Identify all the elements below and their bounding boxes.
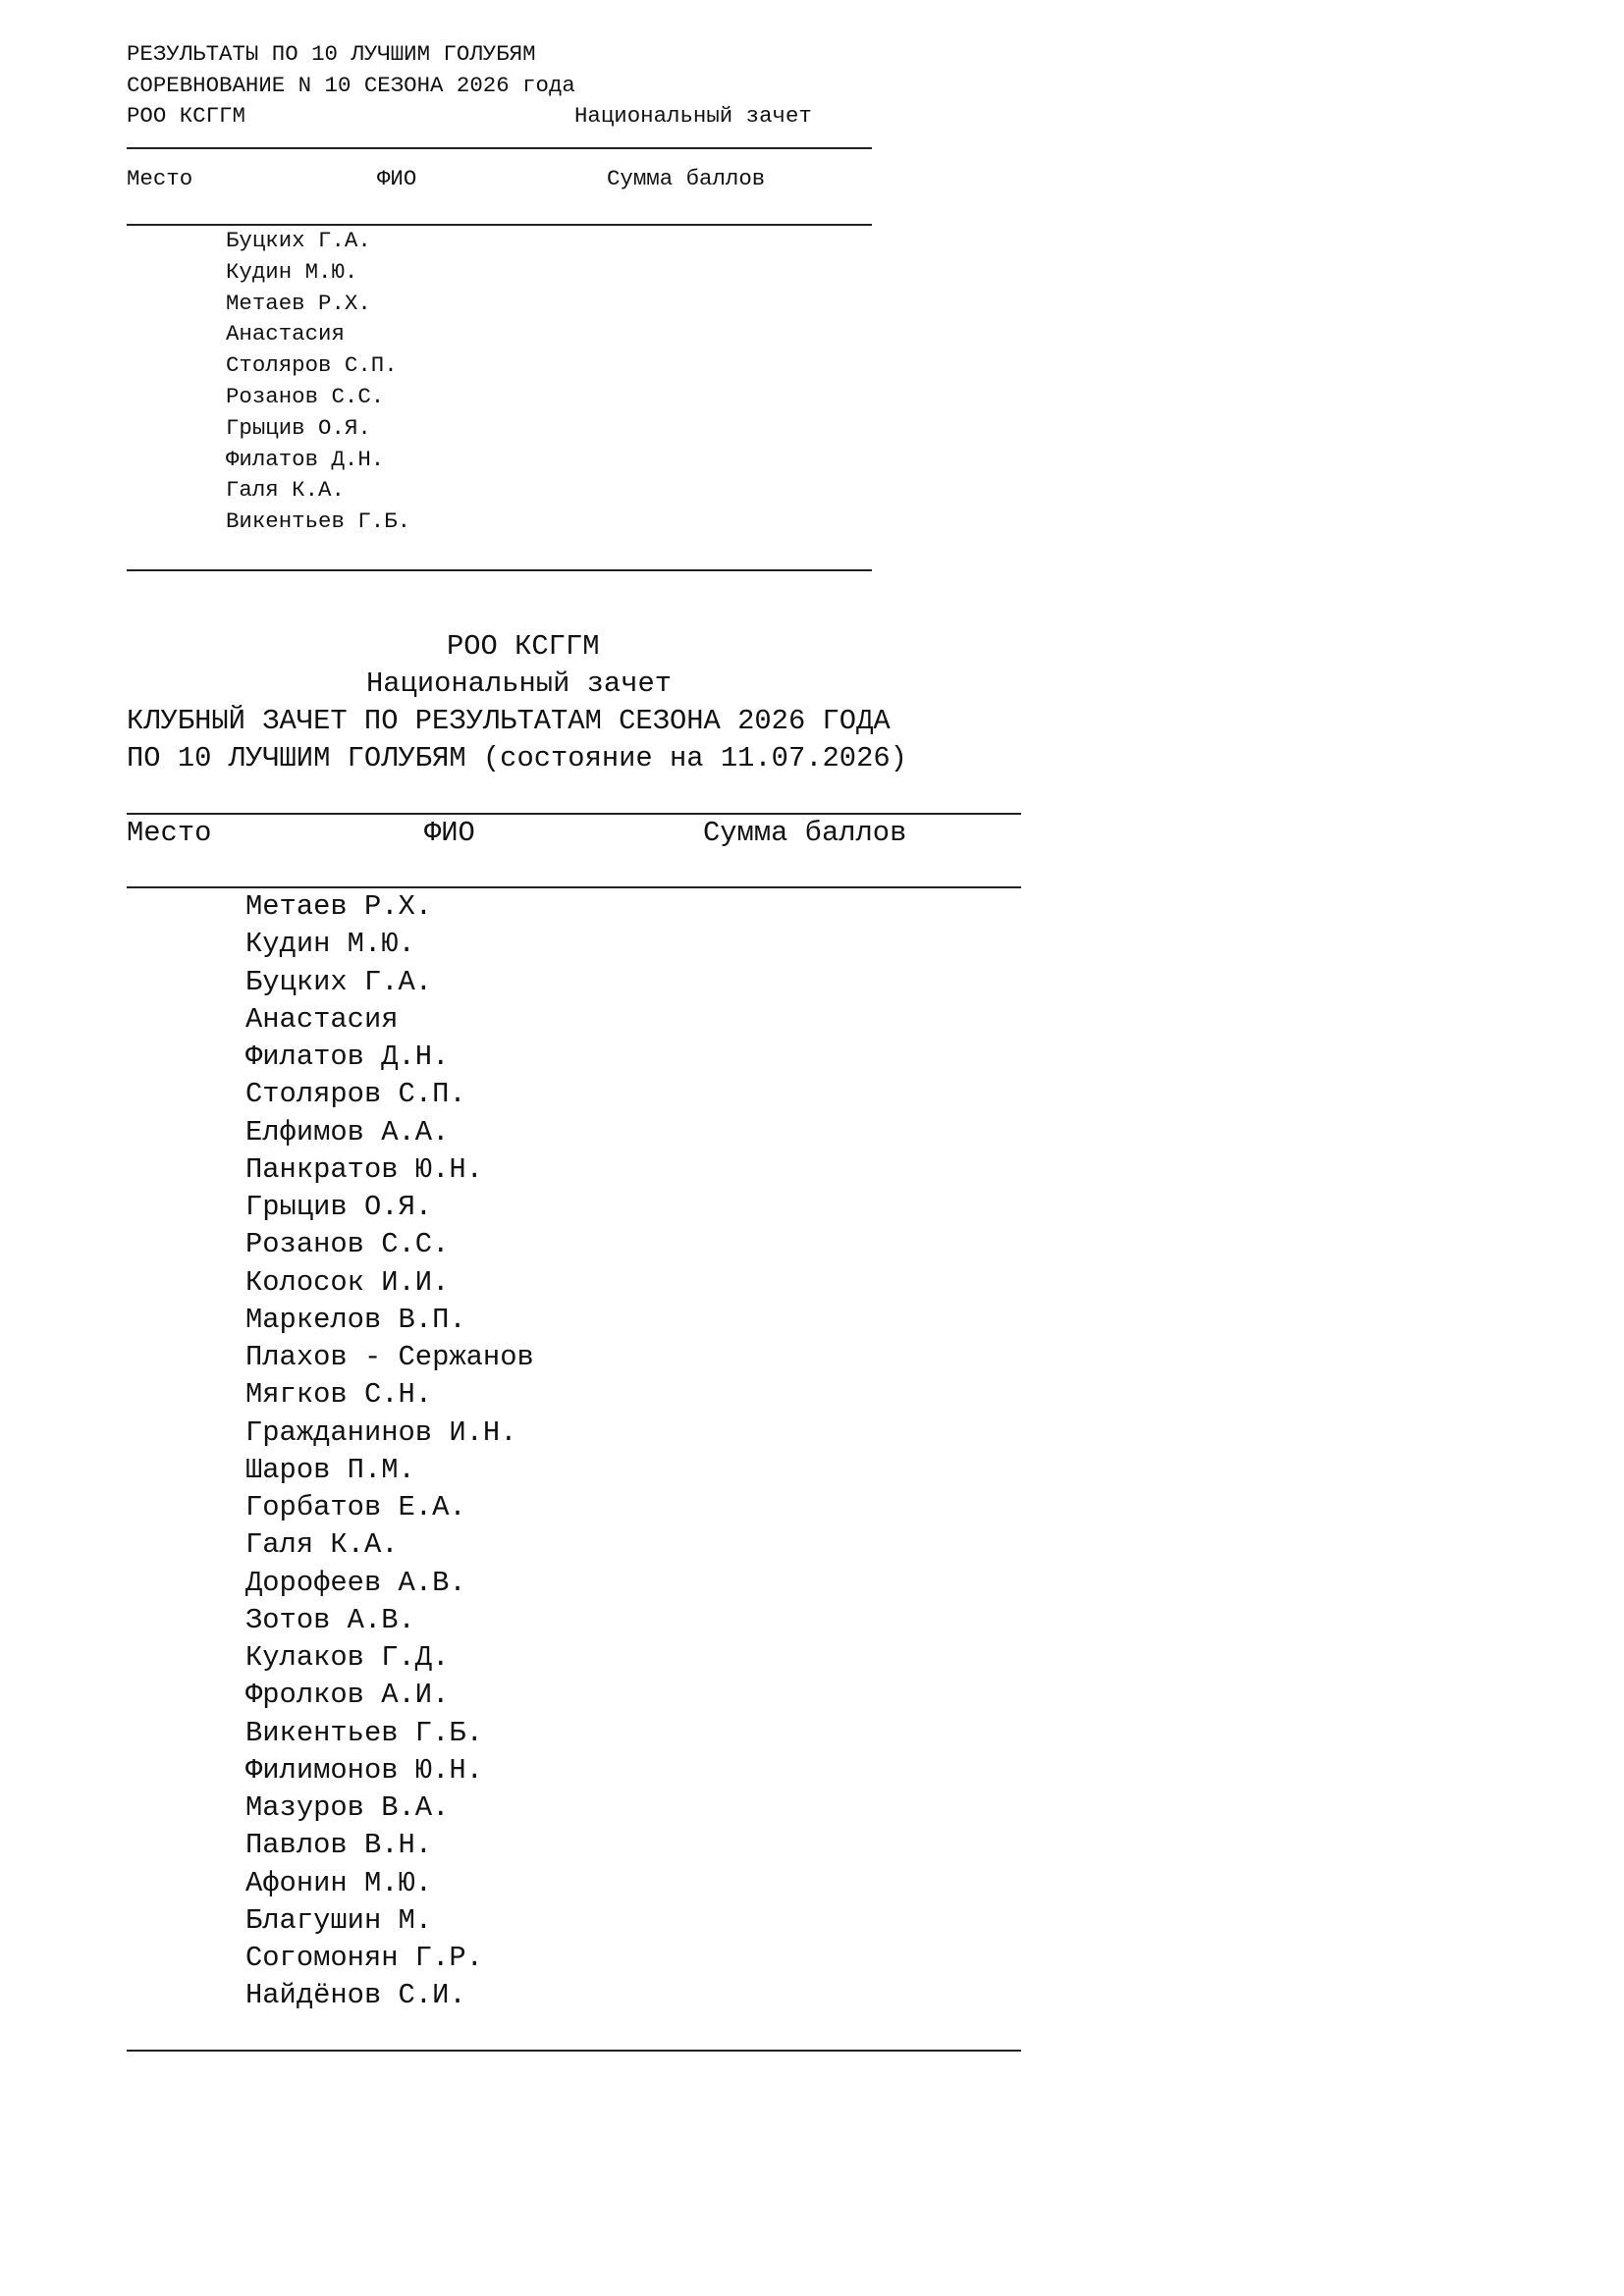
column-header-score: Сумма баллов [607, 166, 766, 191]
row-name: Дорофеев А.В. [245, 1566, 466, 1599]
row-name: Шаров П.М. [245, 1453, 415, 1486]
category-name: Национальный зачет [574, 103, 812, 129]
row-name: Буцких Г.А. [226, 228, 371, 253]
row-name: Галя К.А. [226, 477, 345, 504]
row-name: Кудин М.Ю. [245, 928, 415, 961]
row-name: Плахов - Сержанов [245, 1341, 534, 1373]
row-name: Кудин М.Ю. [226, 258, 358, 285]
standings-title: КЛУБНЫЙ ЗАЧЕТ ПО РЕЗУЛЬТАТАМ СЕЗОНА 2026 ГОДА [127, 705, 891, 737]
row-name: Фролков А.И. [245, 1679, 450, 1712]
row-name: Павлов В.Н. [245, 1829, 433, 1862]
row-name: Согомонян Г.Р. [245, 1942, 483, 1974]
row-name: Викентьев Г.Б. [245, 1716, 483, 1749]
row-name: Горбатов Е.А. [245, 1491, 466, 1523]
row-name: Галя К.А. [245, 1528, 399, 1562]
row-name: Розанов С.С. [226, 384, 385, 409]
row-name: Метаев Р.Х. [226, 290, 371, 316]
row-name: Панкратов Ю.Н. [245, 1152, 483, 1186]
column-header-place: Место [127, 817, 212, 849]
competition-header: СОРЕВНОВАНИЕ N 10 СЕЗОНА 2026 года [127, 73, 575, 98]
row-name: Колосок И.И. [245, 1265, 450, 1299]
row-name: Столяров С.П. [226, 352, 398, 379]
row-name: Филимонов Ю.Н. [245, 1753, 483, 1787]
row-name: Зотов А.В. [245, 1603, 415, 1636]
row-name: Гражданинов И.Н. [245, 1415, 517, 1449]
row-name: Маркелов В.П. [245, 1303, 466, 1336]
row-name: Метаев Р.Х. [245, 890, 433, 923]
row-name: Благушин М. [245, 1903, 433, 1937]
row-name: Анастасия [226, 321, 345, 347]
row-name: Грыцив О.Я. [226, 414, 371, 441]
column-header-name: ФИО [424, 817, 475, 849]
divider [127, 2050, 1021, 2052]
row-name: Буцких Г.А. [245, 965, 433, 998]
row-name: Кулаков Г.Д. [245, 1641, 450, 1674]
column-header-name: ФИО [377, 166, 417, 191]
org-name: РОО КСГГМ [127, 103, 245, 129]
category-name: Национальный зачет [366, 667, 673, 700]
row-name: Елфимов А.А. [245, 1115, 450, 1148]
column-header-score: Сумма баллов [703, 817, 907, 849]
results-header: РЕЗУЛЬТАТЫ ПО 10 ЛУЧШИМ ГОЛУБЯМ [127, 41, 536, 67]
row-name: Афонин М.Ю. [245, 1866, 433, 1899]
standings-subtitle: ПО 10 ЛУЧШИМ ГОЛУБЯМ (состояние на 11.07.2026) [127, 742, 907, 774]
row-name: Грыцив О.Я. [245, 1191, 433, 1223]
org-name: РОО КСГГМ [447, 630, 600, 663]
row-name: Анастасия [245, 1002, 399, 1036]
row-name: Филатов Д.Н. [226, 446, 385, 472]
divider [127, 569, 872, 571]
row-name: Розанов С.С. [245, 1228, 450, 1261]
row-name: Найдёнов С.И. [245, 1979, 466, 2012]
row-name: Мягков С.Н. [245, 1378, 433, 1412]
row-name: Мазуров В.А. [245, 1791, 450, 1824]
row-name: Викентьев Г.Б. [226, 508, 411, 535]
column-header-place: Место [127, 166, 193, 191]
row-name: Столяров С.П. [245, 1078, 466, 1111]
row-name: Филатов Д.Н. [245, 1041, 450, 1073]
divider [127, 147, 872, 149]
